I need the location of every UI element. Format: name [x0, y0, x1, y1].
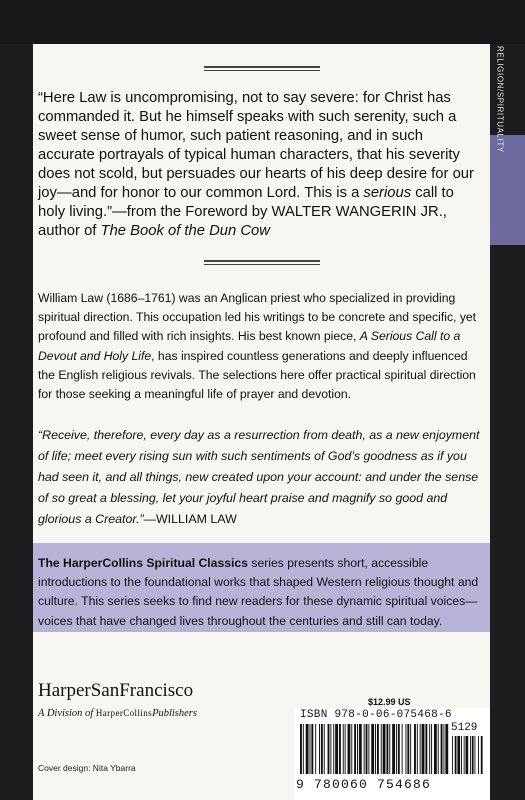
top-dark-band — [0, 0, 525, 44]
barcode-bar — [392, 724, 395, 774]
barcode-bar — [429, 724, 430, 774]
addon-bar — [461, 736, 462, 774]
spine-category-text: RELIGION/SPIRITUALITY — [495, 46, 505, 153]
series-name: The HarperCollins Spiritual Classics — [38, 556, 248, 570]
barcode-bar — [311, 724, 313, 774]
barcode-bar — [335, 724, 338, 774]
law-quote-text: “Receive, therefore, every day as a resurrection from death, as a new enjoyment of life; meet every rising sun with such sentiments of God’s goodness as if you had seen it, and all things, new created upon your account: and under the sense of so great a blessing, let your joyful heart praise and magnify so good and glorious a Creator.” — [38, 428, 480, 526]
barcode-bar — [300, 724, 302, 774]
barcode-bar — [422, 724, 425, 774]
addon-bar — [464, 736, 465, 774]
addon-bar — [455, 736, 457, 774]
spine-category-label — [475, 44, 525, 153]
addon-bar — [481, 736, 483, 774]
barcode-bar — [425, 724, 427, 774]
addon-bar — [452, 736, 453, 774]
barcode-bar — [366, 724, 368, 774]
barcode-bar — [364, 724, 365, 774]
barcode-bar — [443, 724, 444, 774]
foreword-quote — [38, 89, 480, 241]
barcode-bar — [345, 724, 346, 774]
publisher-name: HarperSanFrancisco — [38, 680, 194, 701]
barcode-bar — [319, 724, 320, 774]
barcode-bar — [383, 724, 386, 774]
barcode-bar — [445, 724, 448, 774]
barcode-bar — [354, 724, 356, 774]
barcode-bar — [306, 724, 309, 774]
author-bio — [38, 289, 482, 404]
addon-bar — [478, 736, 479, 774]
addon-bar — [466, 736, 469, 774]
barcode-bar — [407, 724, 409, 774]
top-divider — [204, 64, 320, 73]
barcode-bar — [368, 724, 369, 774]
barcode-bar — [310, 724, 311, 774]
foreword-quote-emphasis: serious — [363, 185, 412, 201]
barcode-bar — [371, 724, 374, 774]
barcode-bar — [414, 724, 416, 774]
division-suffix: Publishers — [152, 708, 197, 719]
bio-book-title: A Serious Call to a Devout and Holy Life — [38, 329, 461, 363]
barcode-bar — [330, 724, 331, 774]
foreword-quote-text-2: call to holy living.”—from the Foreword by WALTER WANGERIN JR., author of — [38, 185, 454, 239]
barcode-bar — [377, 724, 379, 774]
barcode-bar — [381, 724, 382, 774]
barcode-number: 9 780060 754686 — [296, 777, 432, 792]
barcode-bar — [405, 724, 406, 774]
barcode-bar — [402, 724, 403, 774]
addon-bar — [475, 736, 476, 774]
price-label: $12.99 US — [368, 697, 411, 707]
barcode-bar — [339, 724, 341, 774]
middle-divider — [204, 258, 320, 267]
addon-bar — [470, 736, 471, 774]
barcode-bar — [328, 724, 330, 774]
barcode-bar — [431, 724, 432, 774]
addon-bar — [457, 736, 460, 774]
barcode-bar — [348, 724, 351, 774]
barcode-bar — [351, 724, 352, 774]
publisher-division — [38, 708, 197, 719]
series-text: series presents short, accessible introductions to the foundational works that shaped Western religious thought and culture. This series seeks to find new readers for these dynamic spiritual voices—voices that have changed lives throughout the centuries and still can today. — [38, 556, 479, 628]
division-prefix: A Division of — [38, 708, 96, 719]
cover-design-credit: Cover design: Nita Ybarra — [38, 763, 136, 773]
barcode-bar — [410, 724, 411, 774]
barcode-bar — [375, 724, 376, 774]
barcode-bar — [420, 724, 421, 774]
price-code: 5129 — [451, 722, 478, 734]
barcode-bar — [434, 724, 437, 774]
barcode-bar — [321, 724, 323, 774]
barcode-bar — [386, 724, 388, 774]
isbn-label: ISBN 978-0-06-075468-6 — [300, 709, 452, 721]
barcode-graphic — [296, 724, 486, 776]
barcode-bar — [357, 724, 358, 774]
barcode-bar — [324, 724, 325, 774]
bio-text-2: , has inspired countless generations and deeply influenced the English religious revivals. The selections here offer practical spiritual direction for those seeking a meaningful life of prayer and devotion. — [38, 348, 476, 402]
division-name: HarperCollins — [95, 708, 153, 718]
barcode-bar — [389, 724, 390, 774]
law-quote — [38, 425, 485, 530]
foreword-book-title: The Book of the Dun Cow — [100, 223, 270, 239]
bio-text-1: William Law (1686–1761) was an Anglican priest who specialized in providing spiritual direction. This occupation led his writings to be concrete and specific, yet profound and filled with rich insights. His best known piece, — [38, 291, 477, 344]
barcode-bar — [398, 724, 400, 774]
barcode-bar — [417, 724, 418, 774]
barcode-bar — [333, 724, 334, 774]
barcode-bar — [315, 724, 316, 774]
barcode-bar — [343, 724, 344, 774]
barcode-bar — [303, 724, 304, 774]
barcode-bar — [441, 724, 443, 774]
barcode-bar — [438, 724, 439, 774]
series-description — [38, 554, 483, 631]
law-quote-attribution: —WILLIAM LAW — [143, 512, 237, 526]
addon-bar — [472, 736, 474, 774]
barcode-bar — [396, 724, 397, 774]
barcode-bar — [359, 724, 362, 774]
foreword-quote-text-1: “Here Law is uncompromising, not to say severe: for Christ has commanded it. But he himself speaks with such serenity, such a sweet sense of humor, such patient reasoning, and in such accurate portrayals of typical human characters, that his severity does not scold, but persuades our hearts of his deep desire for our joy—and for honor to our common Lord. This is a — [38, 90, 474, 201]
